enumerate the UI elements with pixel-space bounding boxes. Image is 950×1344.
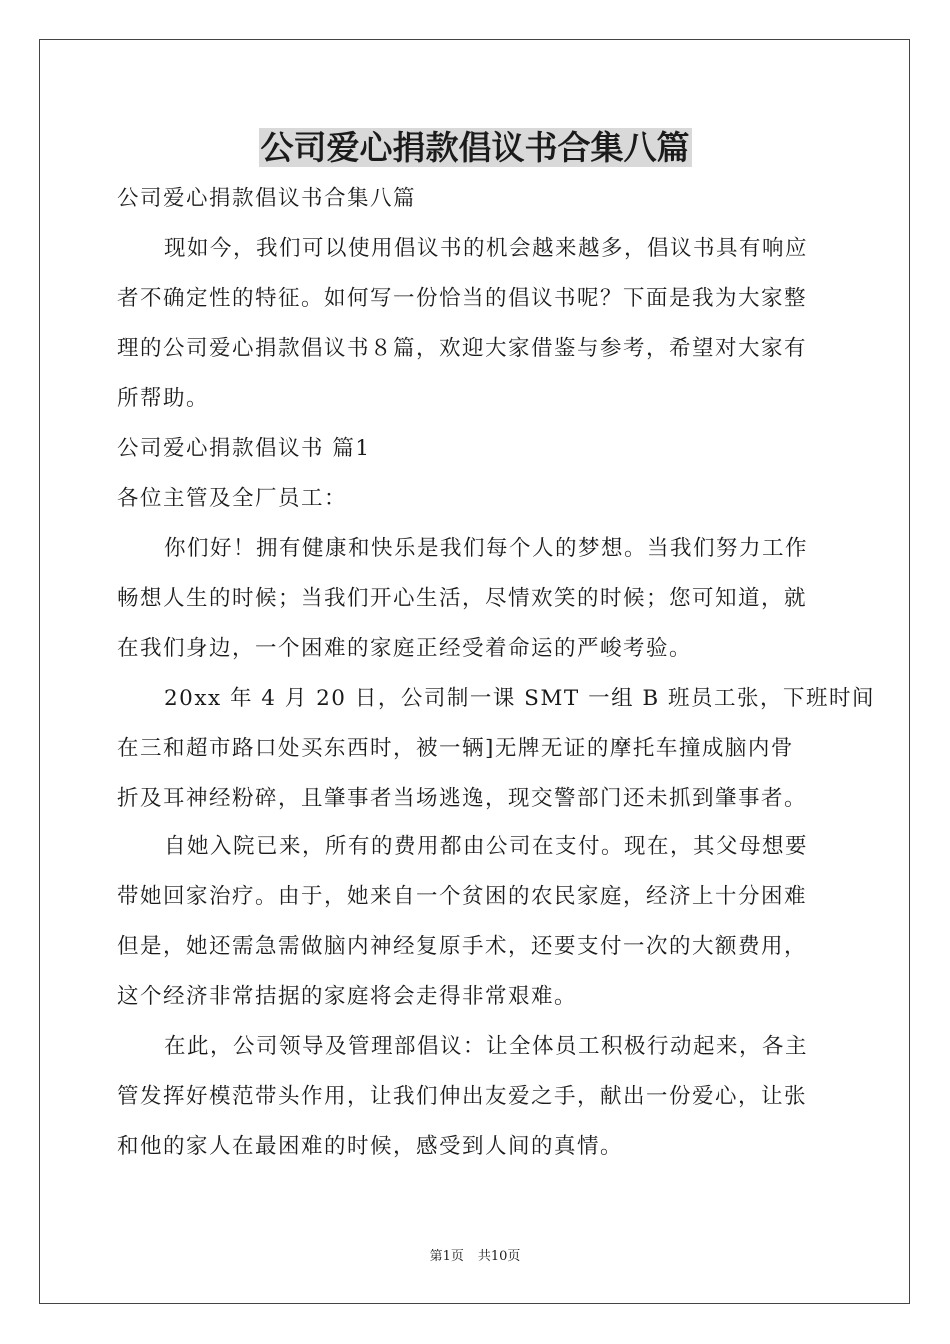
paragraph-line: 在我们身边，一个困难的家庭正经受着命运的严峻考验。 [117, 636, 693, 661]
page-number: 第1页 [429, 1249, 464, 1264]
section-heading: 公司爱心捐款倡议书 篇1 [117, 436, 371, 461]
paragraph-line: 畅想人生的时候；当我们开心生活，尽情欢笑的时候；您可知道，就 [117, 586, 808, 611]
paragraph-line: 在此，公司领导及管理部倡议：让全体员工积极行动起来，各主 [164, 1034, 809, 1059]
paragraph-line: 管发挥好模范带头作用，让我们伸出友爱之手，献出一份爱心，让张 [117, 1084, 808, 1109]
paragraph-line: 和他的家人在最困难的时候，感受到人间的真情。 [117, 1134, 624, 1159]
paragraph-line: 折及耳神经粉碎，且肇事者当场逃逸，现交警部门还未抓到肇事者。 [117, 786, 808, 811]
subtitle-line: 公司爱心捐款倡议书合集八篇 [117, 186, 417, 211]
page-footer [0, 1248, 950, 1266]
paragraph-line: 者不确定性的特征。如何写一份恰当的倡议书呢？下面是我为大家整 [117, 286, 808, 311]
paragraph-line: 现如今，我们可以使用倡议书的机会越来越多，倡议书具有响应 [164, 236, 809, 261]
paragraph-line: 自她入院已来，所有的费用都由公司在支付。现在，其父母想要 [164, 834, 809, 859]
paragraph-line: 在三和超市路口处买东西时，被一辆]无牌无证的摩托车撞成脑内骨 [117, 736, 794, 761]
document-title [0, 126, 950, 170]
paragraph-line: 这个经济非常拮据的家庭将会走得非常艰难。 [117, 984, 578, 1009]
paragraph-line: 带她回家治疗。由于，她来自一个贫困的农民家庭，经济上十分困难 [117, 884, 808, 909]
paragraph-line: 理的公司爱心捐款倡议书８篇，欢迎大家借鉴与参考，希望对大家有 [117, 336, 808, 361]
page-frame [39, 39, 910, 1304]
paragraph-line: 但是，她还需急需做脑内神经复原手术，还要支付一次的大额费用， [117, 934, 808, 959]
paragraph-line: 20xx 年 4 月 20 日，公司制一课 SMT 一组 B 班员工张，下班时间 [164, 686, 876, 711]
paragraph-line: 所帮助。 [117, 386, 210, 411]
paragraph-line: 你们好！拥有健康和快乐是我们每个人的梦想。当我们努力工作 [164, 536, 809, 561]
page-total: 共10页 [477, 1249, 521, 1264]
salutation-line: 各位主管及全厂员工： [117, 486, 348, 511]
document-title-text: 公司爱心捐款倡议书合集八篇 [260, 128, 690, 167]
